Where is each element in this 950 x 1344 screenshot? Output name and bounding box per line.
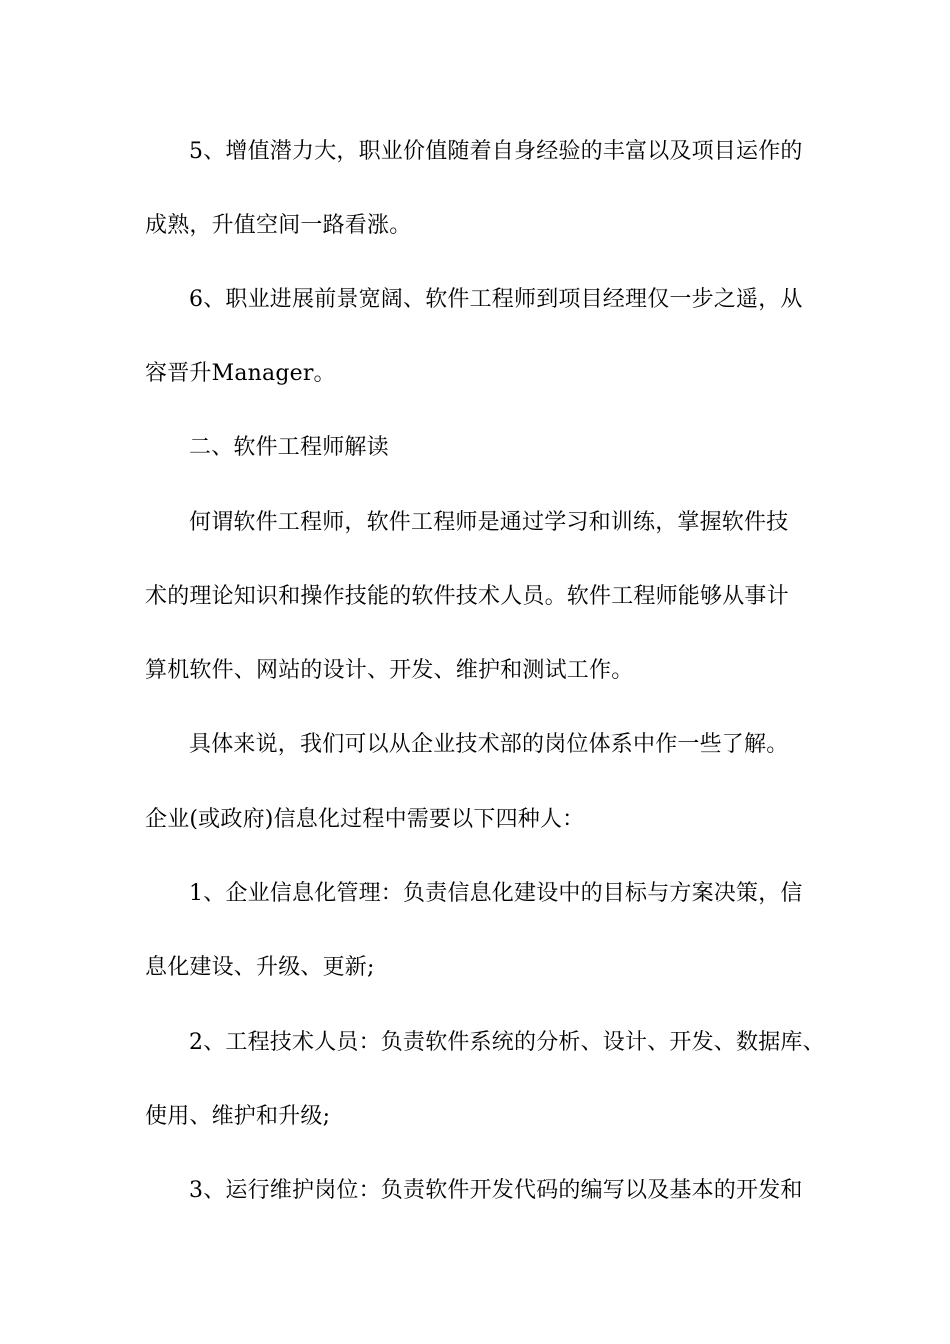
list-item-line: 3、运行维护岗位：负责软件开发代码的编写以及基本的开发和 <box>189 1178 803 1203</box>
paragraph-line: 具体来说，我们可以从企业技术部的岗位体系中作一些了解。 <box>189 732 789 757</box>
paragraph-line: 容晋升Manager。 <box>145 361 336 386</box>
paragraph-line: 术的理论知识和操作技能的软件技术人员。软件工程师能够从事计 <box>145 584 789 609</box>
paragraph-line: 何谓软件工程师，软件工程师是通过学习和训练，掌握软件技 <box>189 510 789 535</box>
paragraph-line: 6、职业进展前景宽阔、软件工程师到项目经理仅一步之遥，从 <box>189 287 803 312</box>
section-heading: 二、软件工程师解读 <box>189 435 389 460</box>
paragraph-line: 企业(或政府)信息化过程中需要以下四种人： <box>145 807 585 832</box>
list-item-line: 1、企业信息化管理：负责信息化建设中的目标与方案决策，信 <box>189 881 803 906</box>
paragraph-line: 5、增值潜力大，职业价值随着自身经验的丰富以及项目运作的 <box>189 139 803 164</box>
paragraph-line: 算机软件、网站的设计、开发、维护和测试工作。 <box>145 658 634 683</box>
list-item-line: 息化建设、升级、更新; <box>145 955 375 980</box>
list-item-line: 使用、维护和升级; <box>145 1104 331 1129</box>
list-item-line: 2、工程技术人员：负责软件系统的分析、设计、开发、数据库、 <box>189 1030 825 1055</box>
paragraph-line: 成熟，升值空间一路看涨。 <box>145 213 412 238</box>
